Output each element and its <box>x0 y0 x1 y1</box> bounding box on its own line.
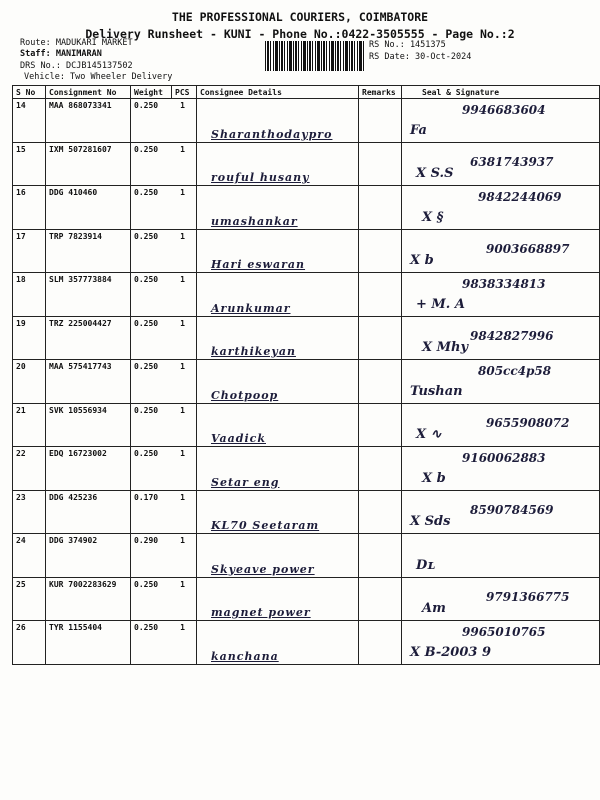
cell-signature <box>402 99 600 143</box>
phone-number-handwriting: 9842244069 <box>478 190 562 204</box>
signature-mark: Dʟ <box>416 557 436 573</box>
cell-sno <box>13 490 46 534</box>
table-row <box>13 621 600 665</box>
cell-signature <box>402 360 600 404</box>
weight-text: 0.250 <box>134 101 159 110</box>
cell-sno <box>13 316 46 360</box>
table-row <box>13 447 600 491</box>
cell-weight <box>131 360 197 404</box>
pcs-text: 1 <box>180 101 185 110</box>
cell-remarks <box>359 577 402 621</box>
pcs-text: 1 <box>180 188 185 197</box>
sno-text: 15 <box>16 144 26 154</box>
staff-label: Staff: MANIMARAN <box>20 49 102 59</box>
weight-text: 0.250 <box>134 275 159 284</box>
signature-mark: X Sds <box>410 514 451 529</box>
cell-consignee <box>197 534 359 578</box>
cell-consignment-no <box>46 577 131 621</box>
signature-mark: X Mhy <box>422 340 469 355</box>
pcs-text: 1 <box>180 405 185 415</box>
vehicle-label: Vehicle: Two Wheeler Delivery <box>24 72 173 82</box>
table-row <box>13 316 600 360</box>
table-row <box>13 360 600 404</box>
table-row <box>13 99 600 143</box>
weight-text: 0.250 <box>134 362 159 371</box>
cell-weight <box>131 186 197 230</box>
pcs-text: 1 <box>180 362 185 371</box>
cell-remarks <box>359 186 402 230</box>
cell-sno <box>13 577 46 621</box>
cell-sno <box>13 360 46 404</box>
consignee-handwriting: KL70 Seetaram <box>211 519 320 532</box>
consignee-handwriting: Setar eng <box>211 475 280 489</box>
consignment-no-text: TYR 1155404 <box>49 623 102 632</box>
pcs-text: 1 <box>180 492 185 502</box>
header-remarks: Remarks <box>359 86 402 99</box>
sno-text: 21 <box>16 405 26 415</box>
phone-number-handwriting: 9946683604 <box>462 103 546 117</box>
route-label: Route: MADUKARI MARKET <box>20 38 133 48</box>
table-row <box>13 273 600 317</box>
cell-consignment-no <box>46 316 131 360</box>
weight-text: 0.250 <box>134 231 159 241</box>
cell-weight <box>131 273 197 317</box>
cell-signature <box>402 403 600 447</box>
cell-sno <box>13 142 46 186</box>
weight-text: 0.250 <box>134 623 159 632</box>
consignee-handwriting: Arunkumar <box>211 301 291 315</box>
cell-weight <box>131 621 197 665</box>
phone-number-handwriting: 9965010765 <box>462 625 546 639</box>
cell-remarks <box>359 360 402 404</box>
consignment-no-text: TRZ 225004427 <box>49 318 112 328</box>
cell-consignment-no <box>46 273 131 317</box>
header-consignment-no: Consignment No <box>46 86 131 99</box>
cell-consignment-no <box>46 490 131 534</box>
cell-weight <box>131 403 197 447</box>
cell-consignee <box>197 577 359 621</box>
cell-consignee <box>197 490 359 534</box>
weight-text: 0.290 <box>134 536 159 545</box>
cell-sno <box>13 403 46 447</box>
pcs-text: 1 <box>180 144 185 154</box>
pcs-text: 1 <box>180 579 185 589</box>
cell-consignment-no <box>46 186 131 230</box>
header-consignee-details: Consignee Details <box>197 86 359 99</box>
weight-text: 0.250 <box>134 405 159 415</box>
phone-number-handwriting: 9655908072 <box>486 415 570 430</box>
phone-number-handwriting: 9842827996 <box>470 328 554 343</box>
sno-text: 23 <box>16 492 26 502</box>
cell-consignment-no <box>46 534 131 578</box>
cell-signature <box>402 142 600 186</box>
cell-sno <box>13 273 46 317</box>
cell-consignee <box>197 99 359 143</box>
consignee-handwriting: Vaadick <box>211 432 266 445</box>
cell-consignment-no <box>46 99 131 143</box>
signature-mark: Am <box>422 601 446 616</box>
cell-consignment-no <box>46 360 131 404</box>
weight-text: 0.250 <box>134 449 159 458</box>
sno-text: 20 <box>16 362 26 371</box>
consignee-handwriting: Hari eswaran <box>211 258 306 271</box>
cell-weight <box>131 534 197 578</box>
header-sno: S No <box>13 86 46 99</box>
table-row <box>13 490 600 534</box>
table-row <box>13 186 600 230</box>
signature-mark: Fa <box>410 122 427 138</box>
rs-date-label: RS Date: 30-Oct-2024 <box>369 52 472 62</box>
pcs-text: 1 <box>180 318 185 328</box>
phone-number-handwriting: 9003668897 <box>486 241 570 256</box>
cell-consignee <box>197 447 359 491</box>
cell-weight <box>131 447 197 491</box>
cell-signature <box>402 490 600 534</box>
cell-remarks <box>359 534 402 578</box>
cell-consignment-no <box>46 621 131 665</box>
consignee-handwriting: Sharanthodaypro <box>211 127 333 141</box>
consignee-handwriting: Chotpoop <box>211 388 279 402</box>
cell-sno <box>13 229 46 273</box>
sno-text: 22 <box>16 449 26 458</box>
phone-number-handwriting: 9838334813 <box>462 277 546 291</box>
consignment-no-text: SLM 357773884 <box>49 275 112 284</box>
header-seal-signature: Seal & Signature <box>402 86 600 99</box>
signature-mark: X b <box>410 253 434 268</box>
cell-consignee <box>197 142 359 186</box>
weight-text: 0.250 <box>134 318 159 328</box>
cell-sno <box>13 99 46 143</box>
cell-consignment-no <box>46 447 131 491</box>
cell-consignee <box>197 229 359 273</box>
phone-number-handwriting: 805cc4p58 <box>478 364 552 378</box>
cell-consignee <box>197 621 359 665</box>
table-row <box>13 577 600 621</box>
company-title: THE PROFESSIONAL COURIERS, COIMBATORE <box>171 10 429 24</box>
header-weight: Weight <box>131 86 172 99</box>
sno-text: 24 <box>16 536 26 545</box>
sno-text: 16 <box>16 188 26 197</box>
consignment-no-text: SVK 10556934 <box>49 405 107 415</box>
weight-text: 0.250 <box>134 144 159 154</box>
cell-signature <box>402 273 600 317</box>
cell-weight <box>131 99 197 143</box>
consignee-handwriting: Skyeave power <box>211 562 315 576</box>
signature-mark: X ∿ <box>416 427 442 442</box>
consignment-no-text: KUR 7002283629 <box>49 579 117 589</box>
cell-sno <box>13 447 46 491</box>
consignment-no-text: DDG 374902 <box>49 536 98 545</box>
drs-label: DRS No.: DCJB145137502 <box>20 61 133 71</box>
cell-consignment-no <box>46 229 131 273</box>
consignee-handwriting: rouful husany <box>211 171 310 184</box>
signature-mark: + M. A <box>416 296 465 312</box>
signature-mark: X S.S <box>416 166 454 181</box>
cell-consignment-no <box>46 403 131 447</box>
signature-mark: X § <box>422 209 444 225</box>
cell-signature <box>402 534 600 578</box>
cell-remarks <box>359 447 402 491</box>
consignment-no-text: DDG 425236 <box>49 492 98 502</box>
pcs-text: 1 <box>180 275 185 284</box>
consignment-no-text: TRP 7823914 <box>49 231 102 241</box>
phone-number-handwriting: 6381743937 <box>470 154 554 169</box>
cell-remarks <box>359 403 402 447</box>
cell-signature <box>402 186 600 230</box>
cell-weight <box>131 316 197 360</box>
sno-text: 17 <box>16 231 26 241</box>
consignee-handwriting: umashankar <box>211 214 298 228</box>
consignee-handwriting: magnet power <box>211 606 311 619</box>
phone-number-handwriting: 9160062883 <box>462 451 546 465</box>
header-pcs: PCS <box>172 86 197 99</box>
weight-text: 0.250 <box>134 579 159 589</box>
cell-sno <box>13 186 46 230</box>
table-row <box>13 403 600 447</box>
consignment-no-text: DDG 410460 <box>49 188 98 197</box>
cell-remarks <box>359 99 402 143</box>
table-header-row <box>13 86 600 99</box>
cell-remarks <box>359 316 402 360</box>
cell-sno <box>13 534 46 578</box>
pcs-text: 1 <box>180 449 185 458</box>
cell-consignee <box>197 186 359 230</box>
cell-consignee <box>197 403 359 447</box>
cell-remarks <box>359 490 402 534</box>
sno-text: 26 <box>16 623 26 632</box>
sno-text: 19 <box>16 318 26 328</box>
weight-text: 0.170 <box>134 492 159 502</box>
signature-mark: X b <box>422 470 446 486</box>
table-row <box>13 534 600 578</box>
cell-signature <box>402 577 600 621</box>
sno-text: 18 <box>16 275 26 284</box>
phone-number-handwriting: 8590784569 <box>470 502 554 517</box>
cell-weight <box>131 229 197 273</box>
barcode-image <box>265 41 365 71</box>
cell-weight <box>131 577 197 621</box>
consignment-no-text: MAA 868073341 <box>49 101 112 110</box>
pcs-text: 1 <box>180 536 185 545</box>
signature-mark: Tushan <box>410 383 463 399</box>
cell-weight <box>131 142 197 186</box>
cell-remarks <box>359 229 402 273</box>
phone-number-handwriting: 9791366775 <box>486 589 570 604</box>
cell-signature <box>402 447 600 491</box>
consignee-handwriting: kanchana <box>211 649 279 663</box>
cell-consignee <box>197 360 359 404</box>
cell-signature <box>402 229 600 273</box>
rs-no-label: RS No.: 1451375 <box>369 40 446 50</box>
cell-consignee <box>197 316 359 360</box>
consignment-no-text: MAA 575417743 <box>49 362 112 371</box>
cell-remarks <box>359 273 402 317</box>
consignee-handwriting: karthikeyan <box>211 345 296 358</box>
table-row <box>13 142 600 186</box>
pcs-text: 1 <box>180 623 185 632</box>
signature-mark: X B-2003 9 <box>410 644 491 660</box>
table-row <box>13 229 600 273</box>
weight-text: 0.250 <box>134 188 159 197</box>
sno-text: 25 <box>16 579 26 589</box>
runsheet-table <box>12 85 600 665</box>
cell-remarks <box>359 142 402 186</box>
cell-sno <box>13 621 46 665</box>
consignment-no-text: EDQ 16723002 <box>49 449 107 458</box>
cell-consignment-no <box>46 142 131 186</box>
pcs-text: 1 <box>180 231 185 241</box>
sno-text: 14 <box>16 101 26 110</box>
cell-signature <box>402 621 600 665</box>
cell-signature <box>402 316 600 360</box>
cell-consignee <box>197 273 359 317</box>
cell-remarks <box>359 621 402 665</box>
cell-weight <box>131 490 197 534</box>
runsheet-subtitle: Delivery Runsheet - KUNI - Phone No.:0422-3505555 - Page No.:2 <box>85 27 515 41</box>
consignment-no-text: IXM 507281607 <box>49 144 112 154</box>
